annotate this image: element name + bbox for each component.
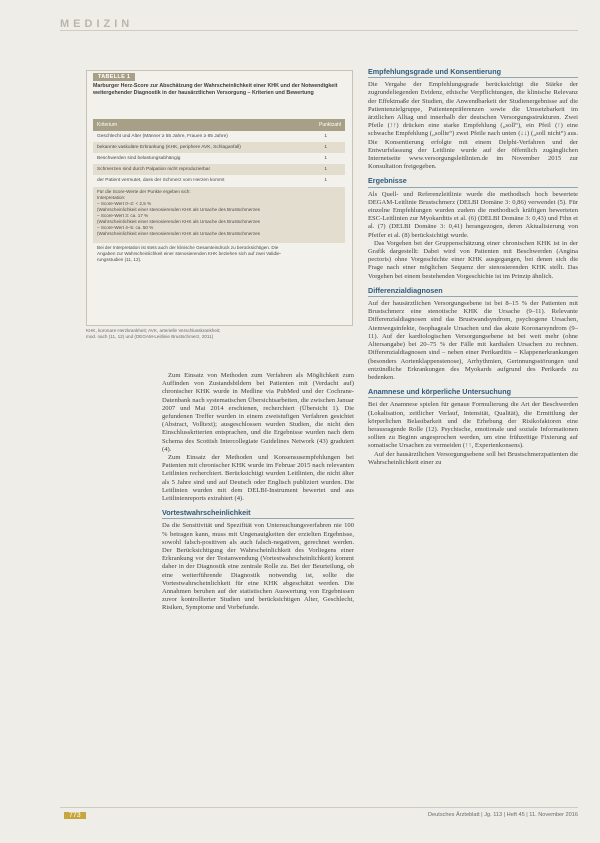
right-column <box>368 68 578 467</box>
table-interpretation-line: – Score-Wert 0–2: < 2,5 % <box>97 201 152 206</box>
table-row <box>93 142 345 153</box>
paragraph: Die Vergabe der Empfehlungsgrade berücksichtigt die Stärke der zugrundeliegenden Evidenz, ethische Verpflichtungen, die klinische Relevanz der Effektmaße der Studien, die Anwendbarkeit der Studienergebnisse auf die Patientenzielgruppe, Patientenpräferenzen sowie die Umsetzbarkeit im ärztlichen Alltag und innerhalb der deutschen Versorgungsstrukturen. Zwei Pfeile (↑↑) drücken eine starke Empfehlung („soll“), ein Pfeil (↑) eine schwache Empfehlung („sollte“) zwei Pfeile nach unten (↓↓) („soll nicht“) aus. Die Konsentierung erfolgte mit einem Delphi-Verfahren und der Entwurfsfassung der Leitlinie wurde auf der öffentlich zugänglichen Internetseite www.versorgungsleitlinien.de im November 2015 zur Konsultation freigegeben. <box>368 81 578 171</box>
table-cell-points: 1 <box>324 178 327 183</box>
table-interpretation <box>97 189 343 237</box>
paragraph: Das Vorgehen bei der Gruppenschätzung einer chronischen KHK ist in der Grafik dargestellt: Dabei wird von Patienten mit Beschwerden (Angina pectoris) ohne Vorgeschichte einer KHK ausgegangen, bei denen sich die Frage nach einer möglichen Sequenz der stenosierenden KHK stellt. Das Vorgehen bei einem bestehenden Vorgeschichte ist im Prinzip ähnlich. <box>368 239 578 280</box>
table-cell-criterion: der Patient vermutet, dass der Schmerz vom Herzen kommt <box>97 178 225 183</box>
section-heading: Vortestwahrscheinlichkeit <box>162 509 354 519</box>
table-cell-criterion: Beschwerden sind belastungsabhängig <box>97 156 181 161</box>
table-cell-criterion: Schmerzen sind durch Palpation nicht reproduzierbar <box>97 167 211 172</box>
table-footnote-line: mod. nach (11, 12) und (DEGAM-Leitlinie Brustschmerz, 2011) <box>86 334 214 339</box>
header-rule <box>60 30 578 31</box>
table-row <box>93 153 345 164</box>
table-footnote <box>86 328 356 340</box>
table-row <box>93 164 345 175</box>
table-note <box>97 245 343 263</box>
table-interpretation-line: (Wahrscheinlichkeit einer stenosierenden KHK als Ursache des Brustschmerzes <box>97 231 260 236</box>
table-row <box>93 131 345 142</box>
paragraph: Zum Einsatz von Methoden zum Verfahren als Möglichkeit zum Auffinden von Zustandsbildern bei Patienten mit (Verdacht auf) chronischer KHK wurde in Medline via PubMed und der Cochrane-Datenbank nach systematischen Übersichtsarbeiten, die zwischen Januar 2007 und Mai 2014 erschienen, recherchiert (Übersicht 1). Die gefundenen Treffer wurden in einem zweistufigen Verfahren gesichtet (Abstract, Volltext); ausgeschlossen wurden Studien, die nicht den Einschlusskriterien entsprachen, und die Ergebnisse wurden nach dem Schema des Scottish Intercollegiate Guidelines Network (43) graduiert (4). <box>162 372 354 453</box>
section-heading: Anamnese und körperliche Untersuchung <box>368 388 578 398</box>
paragraph: Bei der Anamnese spielen für genaue Formulierung die Art der Beschwerden (Lokalisation, zeitlicher Verlauf, Intensität, Qualität), die Ermittlung der körperlichen Belastbarkeit und die Erhebung der Risikofaktoren eine herausragende Rolle (12). Psychische, emotionale und soziale Informationen sollten zu Beginn angesprochen werden, um eine frühzeitige Fixierung auf somatische Ursachen zu vermeiden (↑↑, Expertenkonsens). <box>368 401 578 450</box>
table-footnote-line: KHK, koronare Herzkrankheit; AVK, arterielle Verschlusskrankheit; <box>86 328 221 333</box>
table-header-row <box>93 119 345 131</box>
section-heading: Ergebnisse <box>368 177 578 187</box>
table-header-criterion: Kriterium <box>97 122 118 128</box>
section-header: MEDIZIN <box>60 18 134 30</box>
section-heading: Differenzialdiagnosen <box>368 287 578 297</box>
table-note-line: Bei der Interpretation ist stets auch der klinische Gesamteindruck zu berücksichtigen. Die <box>97 245 279 250</box>
table-1 <box>86 70 353 326</box>
table-note-line: Angaben zur Wahrscheinlichkeit einer stenosierenden KHK beziehen sich auf zwei Validie- <box>97 251 282 256</box>
table-cell-points: 1 <box>324 167 327 172</box>
footer-rule <box>60 807 578 808</box>
table-cell-points: 1 <box>324 156 327 161</box>
table-row <box>93 175 345 186</box>
table-title: Marburger Herz-Score zur Abschätzung der Wahrscheinlichkeit einer KHK und der Notwendigkeit weitergehender Diagnostik in der hausärztlichen Versorgung – Kriterien und Bewertung <box>93 83 338 96</box>
table-interpretation-line: – Score-Wert 3: ca. 17 % <box>97 213 149 218</box>
journal-citation: Deutsches Ärzteblatt | Jg. 113 | Heft 45 | 11. November 2016 <box>428 812 578 818</box>
paragraph: Auf der hausärztlichen Versorgungsebene soll bei Brustschmerzpatienten die Wahrscheinlichkeit einer zu <box>368 450 578 466</box>
table-cell-points: 1 <box>324 145 327 150</box>
paragraph: Da die Sensitivität und Spezifität von Untersuchungsverfahren nie 100 % betragen kann, muss mit Ungenauigkeiten der erzielten Ergebnisse, sowohl falsch-positiven als auch falsch-negativen, gerechnet werden. Der Berücksichtigung der Wahrscheinlichkeit des Vorliegens einer Erkrankung vor der Testanwendung (Vortestwahrscheinlichkeit) kommt daher in der Diagnostik eine zentrale Rolle zu. Bei der Beurteilung, ob eine weiterführende Diagnostik notwendig ist, sollte die Vortestwahrscheinlichkeit für eine KHK abgeschätzt werden. Die Annahmen beruhen auf der statistischen Auswertung von Ergebnissen zuvor kontrollierter Studien und berücksichtigen Alter, Geschlecht, Risiken, Symptome und Vorbefunde. <box>162 522 354 612</box>
table-cell-criterion: Geschlecht und Alter (Männer ≥ 55 Jahre, Frauen ≥ 65 Jahre) <box>97 134 228 139</box>
table-cell-criterion: bekannte vaskuläre Erkrankung (KHK, periphere AVK, Schlaganfall) <box>97 145 241 150</box>
table-tag: TABELLE 1 <box>93 73 135 81</box>
table-interpretation-line: Für die Score-Werte der Punkte ergeben sich: <box>97 189 191 194</box>
paragraph: Als Quell- und Referenzleitlinie wurde die methodisch hoch bewertete DEGAM-Leitlinie Brustschmerz (DELBI Domäne 3: 0,86) verwendet (5). Für einzelne Empfehlungen wurden zudem die methodisch kräftigen bewerteten ESC-Leitlinien zur Myokarditis et al. (6) (DELBI Domäne 3: 0,43) und Fihn et al. (7) (DELBI Domäne 3: 0,41) herangezogen, deren Aktualisierung von Pfeifer et al. (8) berücksichtigt wurde. <box>368 190 578 239</box>
paragraph: Auf der hausärztlichen Versorgungsebene ist bei 8–15 % der Patienten mit Brustschmerz eine stenotische KHK die Ursache (9–11). Relevante Differenzialdiagnosen sind das Brustwandsyndrom, psychogene Ursachen, Atemwegsinfekte, ösophageale Ursachen und das akute Koronarsyndrom (9–11). Auf der kardiologischen Versorgungsebene ist bei weit mehr (ohne Altersangabe) bei 20–75 % der Fälle mit kardialen Ursachen zu rechnen. Differenzialdiagnosen sind – neben einer Perikarditis – Klappenerkrankungen (besonders Aortenklappenstenose), Arrhythmien, Gerinnungsstörungen und entzündliche Erkrankungen des Myokards aufgrund des Perikards zu bedenken. <box>368 300 578 381</box>
table-interpretation-line: – Score-Wert 4–5: ca. 50 % <box>97 225 154 230</box>
page-number: 773 <box>64 812 86 819</box>
table-interpretation-line: Interpretation: <box>97 195 126 200</box>
table-cell-points: 1 <box>324 134 327 139</box>
table-interpretation-line: (Wahrscheinlichkeit einer stenosierenden KHK als Ursache des Brustschmerzes <box>97 207 260 212</box>
table-header-points: Punktzahl <box>319 122 341 128</box>
paragraph: Zum Einsatz der Methoden und Konsensusempfehlungen bei Patienten mit chronischer KHK wurde im Februar 2015 nach relevanten Leitlinien recherchiert. Berücksichtigt wurden Leitlinien, die nicht älter als 5 Jahre sind und auf Deutsch oder Englisch publiziert wurden. Die Leitlinien wurden mit dem DELBI-Instrument bewertet und aus Leitlinienreports extrahiert (4). <box>162 454 354 503</box>
section-heading: Empfehlungsgrade und Konsentierung <box>368 68 578 78</box>
table-interpretation-line: (Wahrscheinlichkeit einer stenosierenden KHK als Ursache des Brustschmerzes <box>97 219 260 224</box>
table-note-line: rungsstudien (11, 12). <box>97 257 142 262</box>
left-column <box>162 372 354 613</box>
